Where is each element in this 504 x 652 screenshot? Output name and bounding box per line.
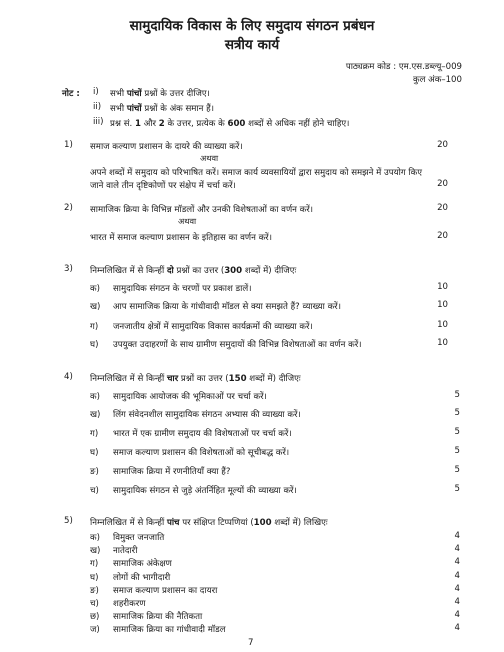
q3-item-marks: 10 [437,282,448,292]
q3-item-label: क) [90,284,100,294]
q4-item-label: घ) [90,448,99,458]
q1-or: अथवा [200,153,219,163]
note-item-3-num: iii) [93,117,104,127]
q3-item-marks: 10 [437,320,448,330]
q5-item-marks: 4 [454,610,460,621]
q1-alt-line2: जाने वाले तीन दृष्टिकोणों पर संक्षेप में चर्चा करें। [90,181,236,191]
q4-item-text: लिंग संवेदनशील सामुदायिक संगठन अभ्यास की व्याख्या करें। [113,410,301,420]
q5-item-label: घ) [90,572,99,583]
q5-item-marks: 4 [454,544,460,555]
q5-item-text: लोगों की भागीदारी [113,572,171,583]
total-marks: कुल अंक–100 [412,75,462,85]
q1-number: 1) [64,140,73,150]
q5-item-marks: 4 [454,623,460,634]
q2-alt-marks: 20 [437,231,448,241]
q5-item-text: सामाजिक क्रिया का गांधीवादी मॉडल [113,625,226,636]
q5-item-label: ङ) [90,585,99,596]
q5-item-label: छ) [90,612,100,623]
q3-item-marks: 10 [437,338,448,348]
q3-item-text: आप सामाजिक क्रिया के गांधीवादी मॉडल से क्या समझते हैं? व्याख्या करें। [113,302,341,312]
q3-item-text: सामुदायिक संगठन के चरणों पर प्रकाश डालें। [113,284,252,294]
q5-instruction: निम्नलिखित में से किन्हीं पांच पर संक्षिप्त टिप्पणियां (100 शब्दों में) लिखिएः [90,518,328,528]
q2-or: अथवा [178,216,197,226]
q4-item-marks: 5 [454,484,460,494]
q3-instruction: निम्नलिखित में से किन्हीं दो प्रश्नों का उत्तर (300 शब्दों में) दीजिएः [90,266,297,276]
q4-item-marks: 5 [454,408,460,418]
page-subtitle: सत्रीय कार्य [224,37,280,53]
q4-item-text: भारत में एक ग्रामीण समुदाय की विशेषताओं पर चर्चा करें। [113,429,292,439]
q2-alt: भारत में समाज कल्याण प्रशासन के इतिहास का वर्णन करें। [90,233,272,243]
q1-alt-marks: 20 [437,179,448,189]
q5-item-text: विमुक्त जनजाति [113,533,165,543]
q4-item-marks: 5 [454,427,460,437]
q1-marks: 20 [437,140,448,150]
q3-item-marks: 10 [437,300,448,310]
q5-item-label: ख) [90,546,101,557]
q5-item-label: ज) [90,625,100,636]
q1-text: समाज कल्याण प्रशासन के दायरे की व्याख्या करें। [90,142,243,152]
note-item-3: प्रश्न सं. 1 और 2 के उत्तर, प्रत्येक के 600 शब्दों से अधिक नहीं होने चाहिए। [110,119,350,129]
q5-item-marks: 4 [454,583,460,594]
q5-item-marks: 4 [454,531,460,541]
q4-item-label: ग) [90,429,99,439]
q2-marks: 20 [437,203,448,213]
q4-item-text: सामाजिक क्रिया में रणनीतियाँ क्या हैं? [113,467,231,477]
note-item-2-num: ii) [93,102,102,112]
q5-item-marks: 4 [454,597,460,607]
note-label: नोट : [62,89,80,99]
course-code: पाठ्यक्रम कोड : एम.एस.डब्ल्यू–009 [345,62,462,72]
q4-item-label: ङ) [90,467,99,477]
q5-item-label: क) [90,533,100,543]
q2-number: 2) [64,203,73,213]
q3-item-label: ग) [90,322,99,332]
q5-number: 5) [64,516,73,526]
q5-item-marks: 4 [454,557,460,568]
q3-item-text: जनजातीय क्षेत्रों में सामुदायिक विकास कार्यक्रमों की व्याख्या करें। [113,322,313,332]
q3-number: 3) [64,264,73,274]
q4-item-text: समाज कल्याण प्रशासन की विशेषताओं को सूचीबद्ध करें। [113,448,290,458]
q2-text: सामाजिक क्रिया के विभिन्न मॉडलों और उनकी विशेषताओं का वर्णन करें। [90,205,314,215]
q4-item-label: क) [90,392,100,402]
note-item-1: सभी पांचों प्रश्नों के उत्तर दीजिए। [110,89,210,99]
q4-item-marks: 5 [454,390,460,400]
q5-item-text: समाज कल्याण प्रशासन का दायरा [113,585,218,596]
q5-item-marks: 4 [454,570,460,581]
q5-item-text: सामाजिक अंकेक्षण [113,559,172,570]
q5-item-label: च) [90,599,99,609]
q3-item-label: ख) [90,302,101,312]
page-title: सामुदायिक विकास के लिए समुदाय संगठन प्रबंधन [129,18,375,34]
q5-item-text: सामाजिक क्रिया की नैतिकता [113,612,203,623]
q1-alt-line1: अपने शब्दों में समुदाय को परिभाषित करें। समाज कार्य व्यवसायियों द्वारा समुदाय को समझने में उपयोग किए [90,168,423,178]
q4-instruction: निम्नलिखित में से किन्हीं चार प्रश्नों का उत्तर (150 शब्दों में) दीजिएः [90,374,301,384]
q3-item-text: उपयुक्त उदाहरणों के साथ ग्रामीण समुदायों की विभिन्न विशेषताओं का वर्णन करें। [113,340,362,350]
q3-item-label: घ) [90,340,99,350]
q5-item-label: ग) [90,559,99,570]
page-number: 7 [248,638,254,648]
q4-item-text: सामुदायिक आयोजक की भूमिकाओं पर चर्चा करें। [113,392,267,402]
q4-item-label: च) [90,486,99,496]
q4-number: 4) [64,372,73,382]
q4-item-label: ख) [90,410,101,420]
q4-item-text: सामुदायिक संगठन से जुड़े अंतर्निहित मूल्यों की व्याख्या करें। [113,486,297,496]
note-item-2: सभी पांचों प्रश्नों के अंक समान हैं। [110,104,214,114]
q5-item-text: नातेदारी [113,546,138,557]
q5-item-text: शहरीकरण [113,599,146,609]
q4-item-marks: 5 [454,465,460,475]
q4-item-marks: 5 [454,446,460,456]
note-item-1-num: i) [93,87,99,97]
